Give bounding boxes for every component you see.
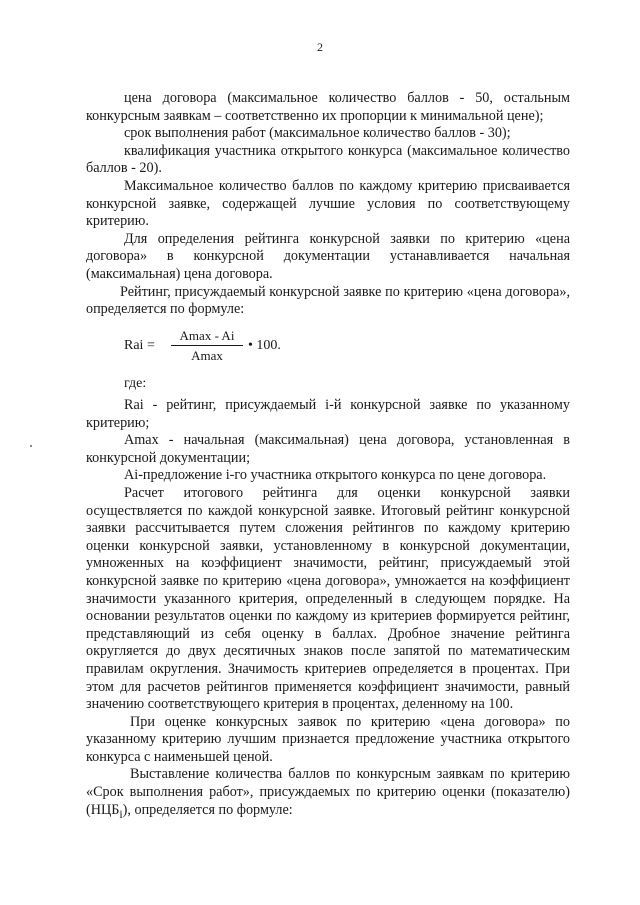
paragraph-rating-definition: Для определения рейтинга конкурсной заявки по критерию «цена договора» в конкурсной документации устанавливается начальная (максимальная) цена договора. (86, 230, 570, 282)
text-block-bottom (86, 397, 570, 823)
paragraph-formula-intro: Рейтинг, присуждаемый конкурсной заявке по критерию «цена договора», определяется по формуле: (86, 283, 570, 318)
margin-dot (30, 445, 32, 447)
paragraph-qualification-criterion: квалификация участника открытого конкурса (максимальное количество баллов - 20). (86, 142, 570, 177)
formula-lhs: Rai = (124, 338, 155, 353)
paragraph-amax-definition: Amax - начальная (максимальная) цена договора, установленная в конкурсной документации; (86, 432, 570, 466)
paragraph-lowest-price: При оценке конкурсных заявок по критерию «цена договора» по указанному критерию лучшим признается предложение участника открытого конкурса с наименьшей ценой. (86, 713, 570, 765)
formula-numerator: Amax - Ai (171, 328, 243, 346)
term-scoring-subscript: i (119, 806, 123, 821)
formula-denominator: Amax (191, 348, 223, 363)
paragraph-term-scoring (86, 766, 570, 823)
paragraph-price-criterion: цена договора (максимальное количество баллов - 50, остальным конкурсным заявкам – соответственно их пропорции к минимальной цене); (86, 90, 570, 124)
formula-rhs: • 100. (248, 338, 281, 353)
paragraph-final-rating: Расчет итогового рейтинга для оценки конкурсной заявки осуществляется по каждой конкурсной заявке. Итоговый рейтинг конкурсной заявки рассчитывается путем сложения рейтингов по каждому критерию оценки конкурсной заявки, установленному в конкурсной документации, умноженных на коэффициент значимости, рейтинг, присуждаемый этой конкурсной заявке по критерию «цена договора», умножается на коэффициент значимости указанного критерия, определенный в следующем порядке. На основании результатов оценки по каждому из критериев формируется рейтинг, представляющий из себя оценку в баллах. Дробное значение рейтинга округляется до двух десятичных знаков после запятой по математическим правилам округления. Значимость критериев определяется в процентах. При этом для расчетов рейтингов применяется коэффициент значимости, равный значению соответствующего критерия в процентах, деленному на 100. (86, 484, 570, 713)
term-scoring-text: Выставление количества баллов по конкурсным заявкам по критерию «Срок выполнения работ», присуждаемых по критерию оценки (показателю) (НЦБ (86, 766, 570, 818)
text-block-top (86, 90, 570, 319)
paragraph-max-points: Максимальное количество баллов по каждому критерию присваивается конкурсной заявке, содержащей лучшие условия по соответствующему критерию. (86, 177, 570, 230)
where-label: где: (124, 376, 147, 391)
paragraph-ai-definition: Ai-предложение i-го участника открытого конкурса по цене договора. (124, 467, 547, 484)
paragraph-term-criterion: срок выполнения работ (максимальное количество баллов - 30); (124, 125, 511, 142)
paragraph-rai-definition: Rai - рейтинг, присуждаемый i-й конкурсной заявке по указанному критерию; (86, 397, 570, 431)
page-number: 2 (317, 40, 323, 54)
formula-fraction (171, 328, 243, 364)
term-scoring-tail: ), определяется по формуле: (122, 801, 293, 818)
